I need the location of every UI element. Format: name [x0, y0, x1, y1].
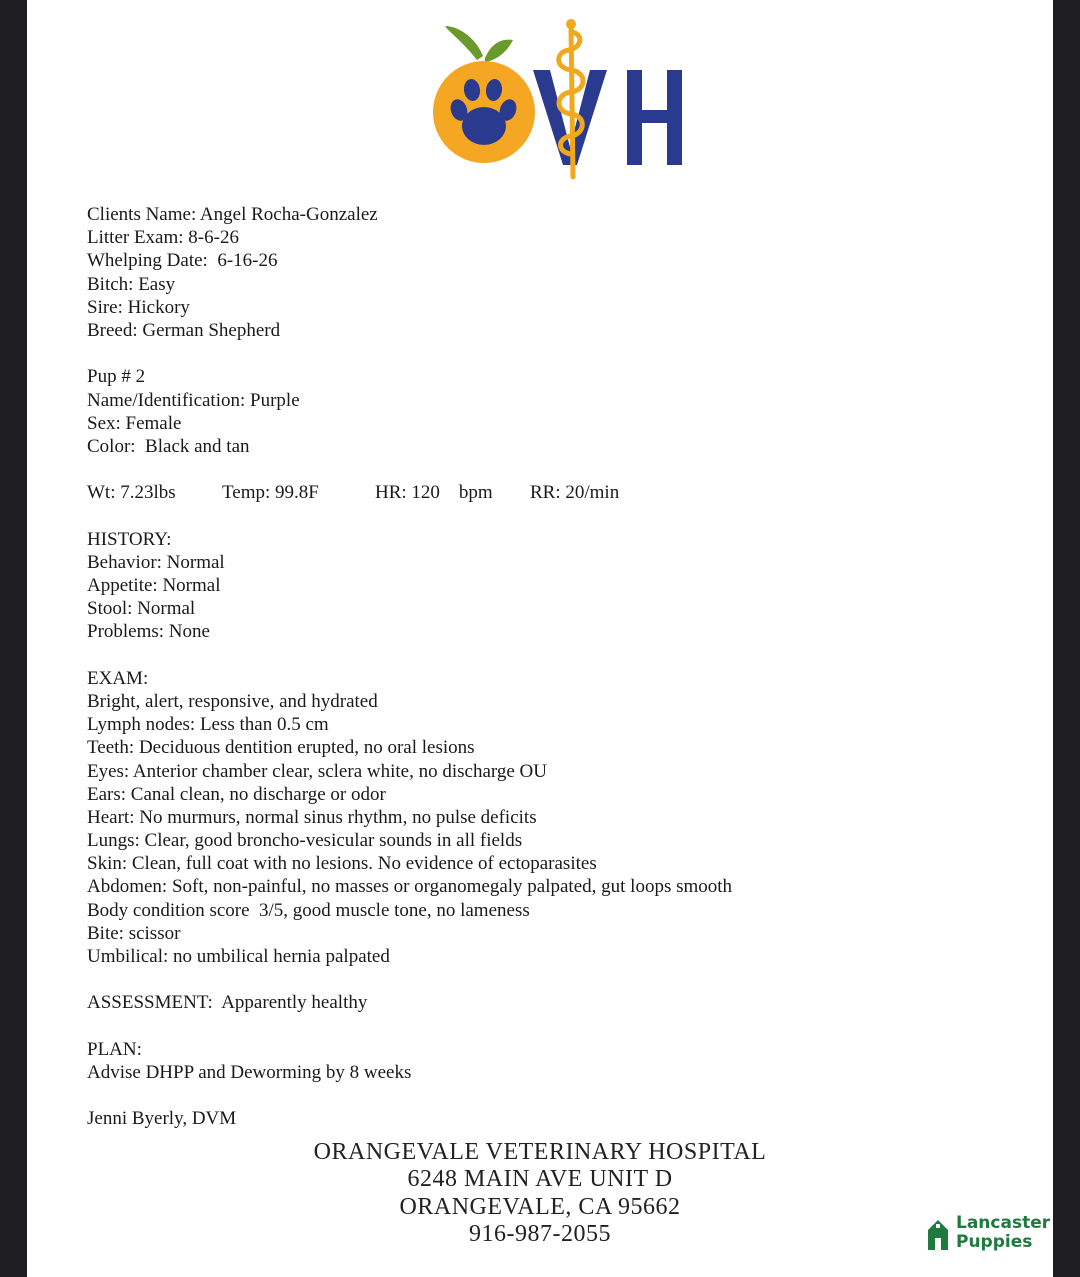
history-stool: Stool: Normal: [87, 598, 196, 620]
pup-color: Color: Black and tan: [87, 435, 250, 457]
vital-rr: RR: 20/min: [530, 482, 620, 504]
lancaster-puppies-watermark: [924, 1214, 1053, 1254]
exam-line: Bright, alert, responsive, and hydrated: [87, 690, 378, 712]
exam-line: Bite: scissor: [87, 922, 181, 944]
breed: Breed: German Shepherd: [87, 319, 281, 341]
watermark-line2: Puppies: [956, 1232, 1033, 1252]
vital-hr: HR: 120 bpm: [375, 482, 493, 504]
exam-line: Teeth: Deciduous dentition erupted, no oral lesions: [87, 737, 475, 759]
vital-weight: Wt: 7.23lbs: [87, 482, 176, 504]
whelping-date: Whelping Date: 6-16-26: [87, 250, 278, 272]
exam-line: Lungs: Clear, good broncho-vesicular sounds in all fields: [87, 830, 523, 852]
sire-name: Sire: Hickory: [87, 296, 190, 318]
hospital-footer: [27, 1139, 1053, 1249]
hospital-city: ORANGEVALE, CA 95662: [399, 1193, 681, 1220]
letter-h-icon: [627, 70, 682, 165]
litter-exam-date: Litter Exam: 8-6-26: [87, 227, 239, 249]
hospital-address: 6248 MAIN AVE UNIT D: [407, 1166, 673, 1193]
pup-number: Pup # 2: [87, 366, 146, 388]
leaf-left-icon: [445, 26, 483, 60]
vitals-row: [87, 481, 987, 504]
exam-heading: EXAM:: [87, 667, 149, 689]
exam-line: Abdomen: Soft, non-painful, no masses or organomegaly palpated, gut loops smooth: [87, 876, 733, 898]
assessment: ASSESSMENT: Apparently healthy: [87, 992, 368, 1014]
plan-text: Advise DHPP and Deworming by 8 weeks: [87, 1061, 412, 1083]
client-name: Clients Name: Angel Rocha-Gonzalez: [87, 204, 378, 225]
exam-line: Eyes: Anterior chamber clear, sclera white, no discharge OU: [87, 760, 547, 782]
leaf-right-icon: [485, 40, 513, 62]
pup-identification: Name/Identification: Purple: [87, 389, 300, 411]
document-page: [27, 0, 1053, 1277]
bitch-name: Bitch: Easy: [87, 273, 176, 295]
exam-line: Body condition score 3/5, good muscle tone, no lameness: [87, 899, 530, 921]
watermark-line1: Lancaster: [956, 1213, 1051, 1233]
history-appetite: Appetite: Normal: [87, 575, 221, 596]
signature: Jenni Byerly, DVM: [87, 1108, 237, 1130]
history-problems: Problems: None: [87, 621, 210, 643]
history-behavior: Behavior: Normal: [87, 551, 225, 573]
barn-house-icon: [924, 1216, 952, 1252]
exam-line: Lymph nodes: Less than 0.5 cm: [87, 714, 329, 736]
pup-sex: Sex: Female: [87, 412, 182, 434]
plan-heading: PLAN:: [87, 1038, 142, 1060]
exam-line: Umbilical: no umbilical hernia palpated: [87, 946, 390, 967]
exam-line: Ears: Canal clean, no discharge or odor: [87, 783, 386, 805]
exam-line: Skin: Clean, full coat with no lesions. No evidence of ectoparasites: [87, 853, 597, 875]
hospital-name: ORANGEVALE VETERINARY HOSPITAL: [313, 1139, 767, 1165]
exam-report: [87, 203, 987, 1131]
history-heading: HISTORY:: [87, 528, 172, 550]
ovh-logo: [405, 12, 695, 184]
vital-temp: Temp: 99.8F: [222, 482, 319, 504]
exam-line: Heart: No murmurs, normal sinus rhythm, no pulse deficits: [87, 806, 537, 828]
hospital-phone: 916-987-2055: [469, 1221, 611, 1248]
